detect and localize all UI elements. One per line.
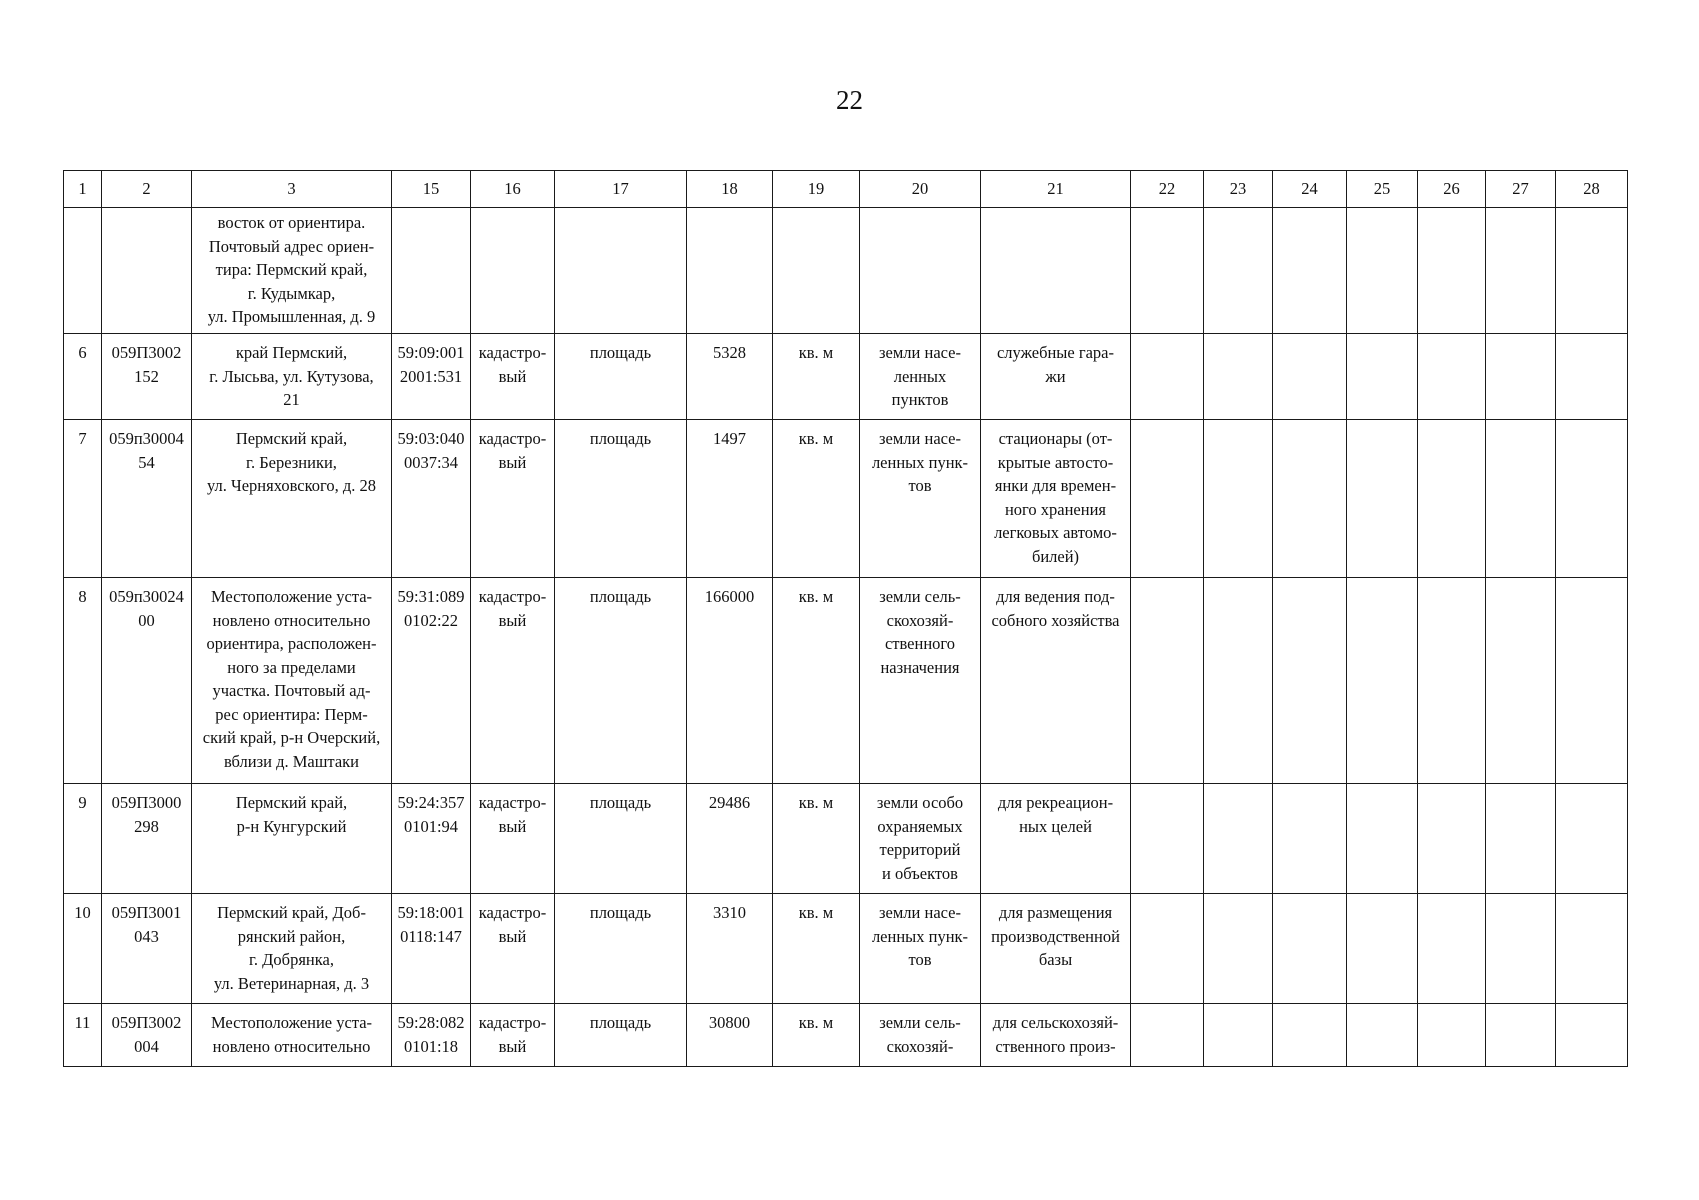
table-row — [64, 578, 1628, 784]
table-cell: кадастро- вый — [471, 578, 555, 784]
table-row — [64, 1004, 1628, 1067]
table-cell: площадь — [555, 1004, 687, 1067]
table-cell: земли сель- скохозяй- — [860, 1004, 981, 1067]
table-cell — [1131, 894, 1204, 1004]
table-cell — [1347, 578, 1418, 784]
table-cell — [1347, 208, 1418, 334]
table-row — [64, 208, 1628, 334]
table-cell — [1131, 334, 1204, 420]
table-cell: земли насе- ленных пунк- тов — [860, 894, 981, 1004]
table-cell — [1556, 1004, 1628, 1067]
table-cell: 11 — [64, 1004, 102, 1067]
table-cell — [1347, 894, 1418, 1004]
table-cell: площадь — [555, 894, 687, 1004]
table-cell — [1486, 784, 1556, 894]
table-cell — [687, 208, 773, 334]
table-cell: 7 — [64, 420, 102, 578]
column-header: 27 — [1486, 171, 1556, 208]
column-header: 16 — [471, 171, 555, 208]
table-cell — [1204, 1004, 1273, 1067]
column-header: 23 — [1204, 171, 1273, 208]
column-header: 21 — [981, 171, 1131, 208]
table-cell: площадь — [555, 420, 687, 578]
table-row — [64, 420, 1628, 578]
table-cell — [773, 208, 860, 334]
table-cell — [1204, 208, 1273, 334]
table-cell — [1486, 1004, 1556, 1067]
table-cell: кв. м — [773, 334, 860, 420]
table-cell: Пермский край, г. Березники, ул. Черняховского, д. 28 — [192, 420, 392, 578]
table-cell — [1131, 784, 1204, 894]
table-cell: 059П3002 004 — [102, 1004, 192, 1067]
table-cell: для размещения производственной базы — [981, 894, 1131, 1004]
table-cell: 59:09:001 2001:531 — [392, 334, 471, 420]
table-cell: Пермский край, Доб- рянский район, г. Добрянка, ул. Ветеринарная, д. 3 — [192, 894, 392, 1004]
page-number: 22 — [836, 85, 863, 115]
table-cell: площадь — [555, 784, 687, 894]
table-cell: кадастро- вый — [471, 894, 555, 1004]
table-cell: 059п30024 00 — [102, 578, 192, 784]
table-cell: площадь — [555, 578, 687, 784]
table-cell: 59:31:089 0102:22 — [392, 578, 471, 784]
table-cell — [1347, 1004, 1418, 1067]
table-cell — [1204, 784, 1273, 894]
table-cell — [1418, 334, 1486, 420]
table-cell: кадастро- вый — [471, 784, 555, 894]
table-cell — [1347, 334, 1418, 420]
table-cell: для рекреацион- ных целей — [981, 784, 1131, 894]
table-row — [64, 894, 1628, 1004]
table-row — [64, 784, 1628, 894]
table-cell: земли насе- ленных пунк- тов — [860, 420, 981, 578]
table-cell: 29486 — [687, 784, 773, 894]
table-header-row — [64, 171, 1628, 208]
table-cell: земли сель- скохозяй- ственного назначения — [860, 578, 981, 784]
table-cell: 059П3001 043 — [102, 894, 192, 1004]
table-cell — [1556, 334, 1628, 420]
table-cell — [1204, 420, 1273, 578]
table-cell — [1204, 334, 1273, 420]
table-cell — [1486, 894, 1556, 1004]
column-header: 17 — [555, 171, 687, 208]
column-header: 15 — [392, 171, 471, 208]
table-cell: 059П3002 152 — [102, 334, 192, 420]
table-cell — [1347, 784, 1418, 894]
table-cell — [1486, 334, 1556, 420]
column-header: 3 — [192, 171, 392, 208]
column-header: 24 — [1273, 171, 1347, 208]
table-cell — [1273, 894, 1347, 1004]
table-cell — [1131, 208, 1204, 334]
table-cell — [392, 208, 471, 334]
table-cell: Местоположение уста- новлено относительно ориентира, расположен- ного за пределами участка. Почтовый ад- рес ориентира: Перм- ский край, р-н Очерский, вблизи д. Маштаки — [192, 578, 392, 784]
table-cell: 6 — [64, 334, 102, 420]
table-cell — [555, 208, 687, 334]
table-cell: кв. м — [773, 784, 860, 894]
table-cell: для сельскохозяй- ственного произ- — [981, 1004, 1131, 1067]
column-header: 19 — [773, 171, 860, 208]
table-cell: 1497 — [687, 420, 773, 578]
table-cell — [1556, 208, 1628, 334]
table-cell: кадастро- вый — [471, 1004, 555, 1067]
column-header: 26 — [1418, 171, 1486, 208]
table-cell — [1418, 208, 1486, 334]
table-cell — [1273, 1004, 1347, 1067]
table-cell: Местоположение уста- новлено относительно — [192, 1004, 392, 1067]
table-cell — [1273, 208, 1347, 334]
table-cell: восток от ориентира. Почтовый адрес ориен- тира: Пермский край, г. Кудымкар, ул. Промышленная, д. 9 — [192, 208, 392, 334]
column-header: 18 — [687, 171, 773, 208]
table-cell — [1131, 1004, 1204, 1067]
table-cell — [1486, 578, 1556, 784]
table-cell — [1204, 578, 1273, 784]
table-cell — [1418, 578, 1486, 784]
table-cell — [1347, 420, 1418, 578]
table-cell: 166000 — [687, 578, 773, 784]
table-cell: кв. м — [773, 420, 860, 578]
table-cell — [1418, 894, 1486, 1004]
table-cell: 3310 — [687, 894, 773, 1004]
table-cell — [1131, 578, 1204, 784]
table-cell: 59:18:001 0118:147 — [392, 894, 471, 1004]
table-cell — [1204, 894, 1273, 1004]
column-header: 28 — [1556, 171, 1628, 208]
table-cell: 10 — [64, 894, 102, 1004]
table-cell — [1556, 894, 1628, 1004]
table-cell — [1273, 420, 1347, 578]
table-cell: кв. м — [773, 1004, 860, 1067]
table-cell — [1486, 420, 1556, 578]
table-cell: 59:28:082 0101:18 — [392, 1004, 471, 1067]
table-cell — [1131, 420, 1204, 578]
table-cell — [1418, 420, 1486, 578]
table-row — [64, 334, 1628, 420]
table-cell: земли особо охраняемых территорий и объектов — [860, 784, 981, 894]
table-cell: кв. м — [773, 894, 860, 1004]
column-header: 2 — [102, 171, 192, 208]
table-cell: 059П3000 298 — [102, 784, 192, 894]
table-cell: служебные гара- жи — [981, 334, 1131, 420]
table-cell: край Пермский, г. Лысьва, ул. Кутузова, 21 — [192, 334, 392, 420]
land-plot-table — [63, 170, 1628, 1067]
table-cell — [1556, 420, 1628, 578]
table-cell: 059п30004 54 — [102, 420, 192, 578]
table-cell: 59:03:040 0037:34 — [392, 420, 471, 578]
table-cell: 8 — [64, 578, 102, 784]
table-cell — [1273, 334, 1347, 420]
table-cell — [1556, 784, 1628, 894]
table-cell: площадь — [555, 334, 687, 420]
table-cell — [1486, 208, 1556, 334]
table-cell — [1273, 784, 1347, 894]
table-cell — [102, 208, 192, 334]
table-cell — [64, 208, 102, 334]
table-cell: 59:24:357 0101:94 — [392, 784, 471, 894]
column-header: 1 — [64, 171, 102, 208]
table-cell: Пермский край, р-н Кунгурский — [192, 784, 392, 894]
table-cell — [860, 208, 981, 334]
table-cell: стационары (от- крытые автосто- янки для времен- ного хранения легковых автомо- билей) — [981, 420, 1131, 578]
table-cell: кв. м — [773, 578, 860, 784]
table-cell: 9 — [64, 784, 102, 894]
table-cell: 30800 — [687, 1004, 773, 1067]
table-cell — [1418, 784, 1486, 894]
table-cell — [981, 208, 1131, 334]
table-cell: для ведения под- собного хозяйства — [981, 578, 1131, 784]
table-cell — [471, 208, 555, 334]
table-cell: кадастро- вый — [471, 420, 555, 578]
table-cell: кадастро- вый — [471, 334, 555, 420]
column-header: 20 — [860, 171, 981, 208]
table-cell: земли насе- ленных пунктов — [860, 334, 981, 420]
table-cell — [1556, 578, 1628, 784]
table-cell — [1273, 578, 1347, 784]
table-cell: 5328 — [687, 334, 773, 420]
table-cell — [1418, 1004, 1486, 1067]
column-header: 25 — [1347, 171, 1418, 208]
column-header: 22 — [1131, 171, 1204, 208]
